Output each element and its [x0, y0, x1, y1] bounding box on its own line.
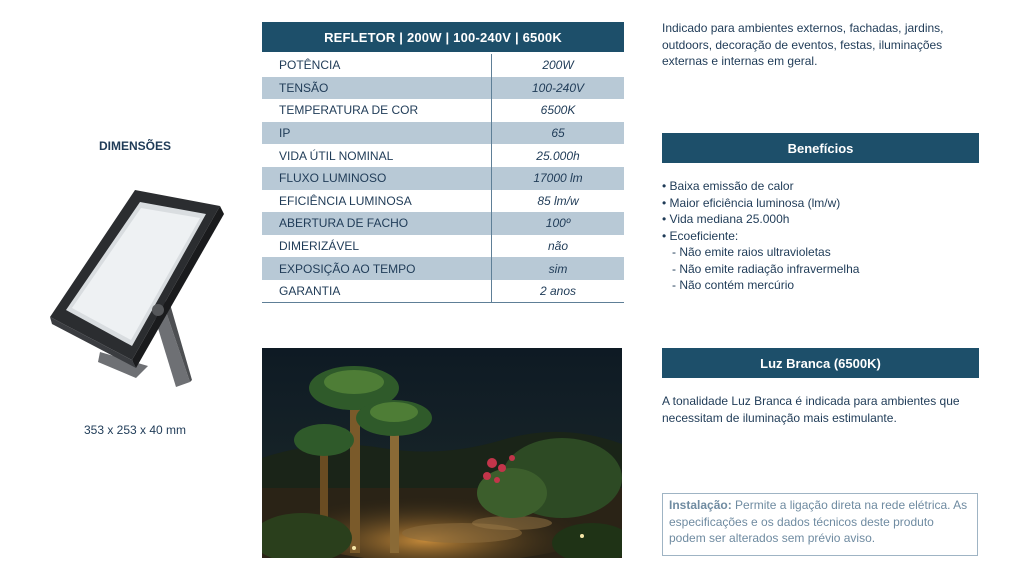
- spec-label: POTÊNCIA: [262, 54, 492, 77]
- benefit-item: • Ecoeficiente:: [662, 228, 739, 243]
- spec-row-tensao: [262, 77, 624, 100]
- benefit-item: • Baixa emissão de calor: [662, 179, 794, 193]
- benefit-item: • Vida mediana 25.000h: [662, 212, 790, 226]
- spec-label: DIMERIZÁVEL: [262, 235, 492, 258]
- floodlight-product-image: [40, 182, 230, 392]
- garden-lighting-photo: [262, 348, 622, 558]
- spec-value: 100-240V: [531, 80, 585, 95]
- spec-row-temperatura: [262, 99, 624, 122]
- spec-value: 100º: [545, 216, 571, 231]
- white-light-text: A tonalidade Luz Branca é indicada para ambientes que necessitam de iluminação mais estimulante.: [662, 394, 960, 425]
- installation-text: Permite a ligação direta na rede elétrica. As especificações e os dados técnicos deste produto podem ser alterados sem prévio aviso.: [669, 498, 968, 545]
- benefit-item: • Maior eficiência luminosa (lm/w): [662, 195, 841, 210]
- spec-value: 85 lm/w: [537, 193, 579, 208]
- spec-label: ABERTURA DE FACHO: [262, 212, 492, 235]
- spec-value: 200W: [542, 58, 574, 73]
- spec-row-dimerizavel: [262, 235, 624, 258]
- benefit-item: - Não emite radiação infravermelha: [662, 261, 860, 276]
- spec-label: EXPOSIÇÃO AO TEMPO: [262, 257, 492, 280]
- spec-value: sim: [548, 261, 568, 276]
- spec-row-exposicao: [262, 257, 624, 280]
- dimensions-size: 353 x 253 x 40 mm: [83, 423, 187, 437]
- benefit-item: - Não contém mercúrio: [662, 278, 795, 292]
- spec-label: TEMPERATURA DE COR: [262, 99, 492, 122]
- spec-value: 2 anos: [539, 284, 577, 299]
- benefit-item: - Não emite raios ultravioletas: [662, 245, 831, 259]
- spec-label: VIDA ÚTIL NOMINAL: [262, 144, 492, 167]
- spec-label: EFICIÊNCIA LUMINOSA: [262, 190, 492, 213]
- spec-row-potencia: [262, 54, 624, 77]
- spec-value: 17000 lm: [533, 171, 583, 186]
- spec-row-garantia: [262, 280, 624, 303]
- spec-value: 6500K: [540, 103, 576, 118]
- spec-label: FLUXO LUMINOSO: [262, 167, 492, 190]
- spec-row-fluxo: [262, 167, 624, 190]
- white-light-header: Luz Branca (6500K): [662, 348, 979, 378]
- installation-label: Instalação:: [669, 498, 732, 512]
- spec-table: [262, 54, 624, 303]
- intro-text: Indicado para ambientes externos, fachadas, jardins, outdoors, decoração de eventos, festas, iluminações externas e internas em geral.: [662, 21, 944, 68]
- spec-value: 25.000h: [536, 148, 580, 163]
- installation-note: [662, 493, 978, 556]
- spec-label: IP: [262, 122, 492, 145]
- spec-table-bottom-rule: [262, 302, 624, 303]
- spec-row-vida-util: [262, 144, 624, 167]
- dimensions-title: DIMENSÕES: [98, 139, 171, 153]
- spec-row-ip: [262, 122, 624, 145]
- spec-label: GARANTIA: [262, 280, 492, 303]
- spec-row-abertura: [262, 212, 624, 235]
- spec-label: TENSÃO: [262, 77, 492, 100]
- spec-value: não: [547, 239, 569, 254]
- benefits-header: Benefícios: [662, 133, 979, 163]
- benefits-list: [662, 178, 982, 294]
- spec-value: 65: [551, 126, 565, 141]
- spec-row-eficiencia: [262, 190, 624, 213]
- spec-table-header: REFLETOR | 200W | 100-240V | 6500K: [262, 22, 624, 52]
